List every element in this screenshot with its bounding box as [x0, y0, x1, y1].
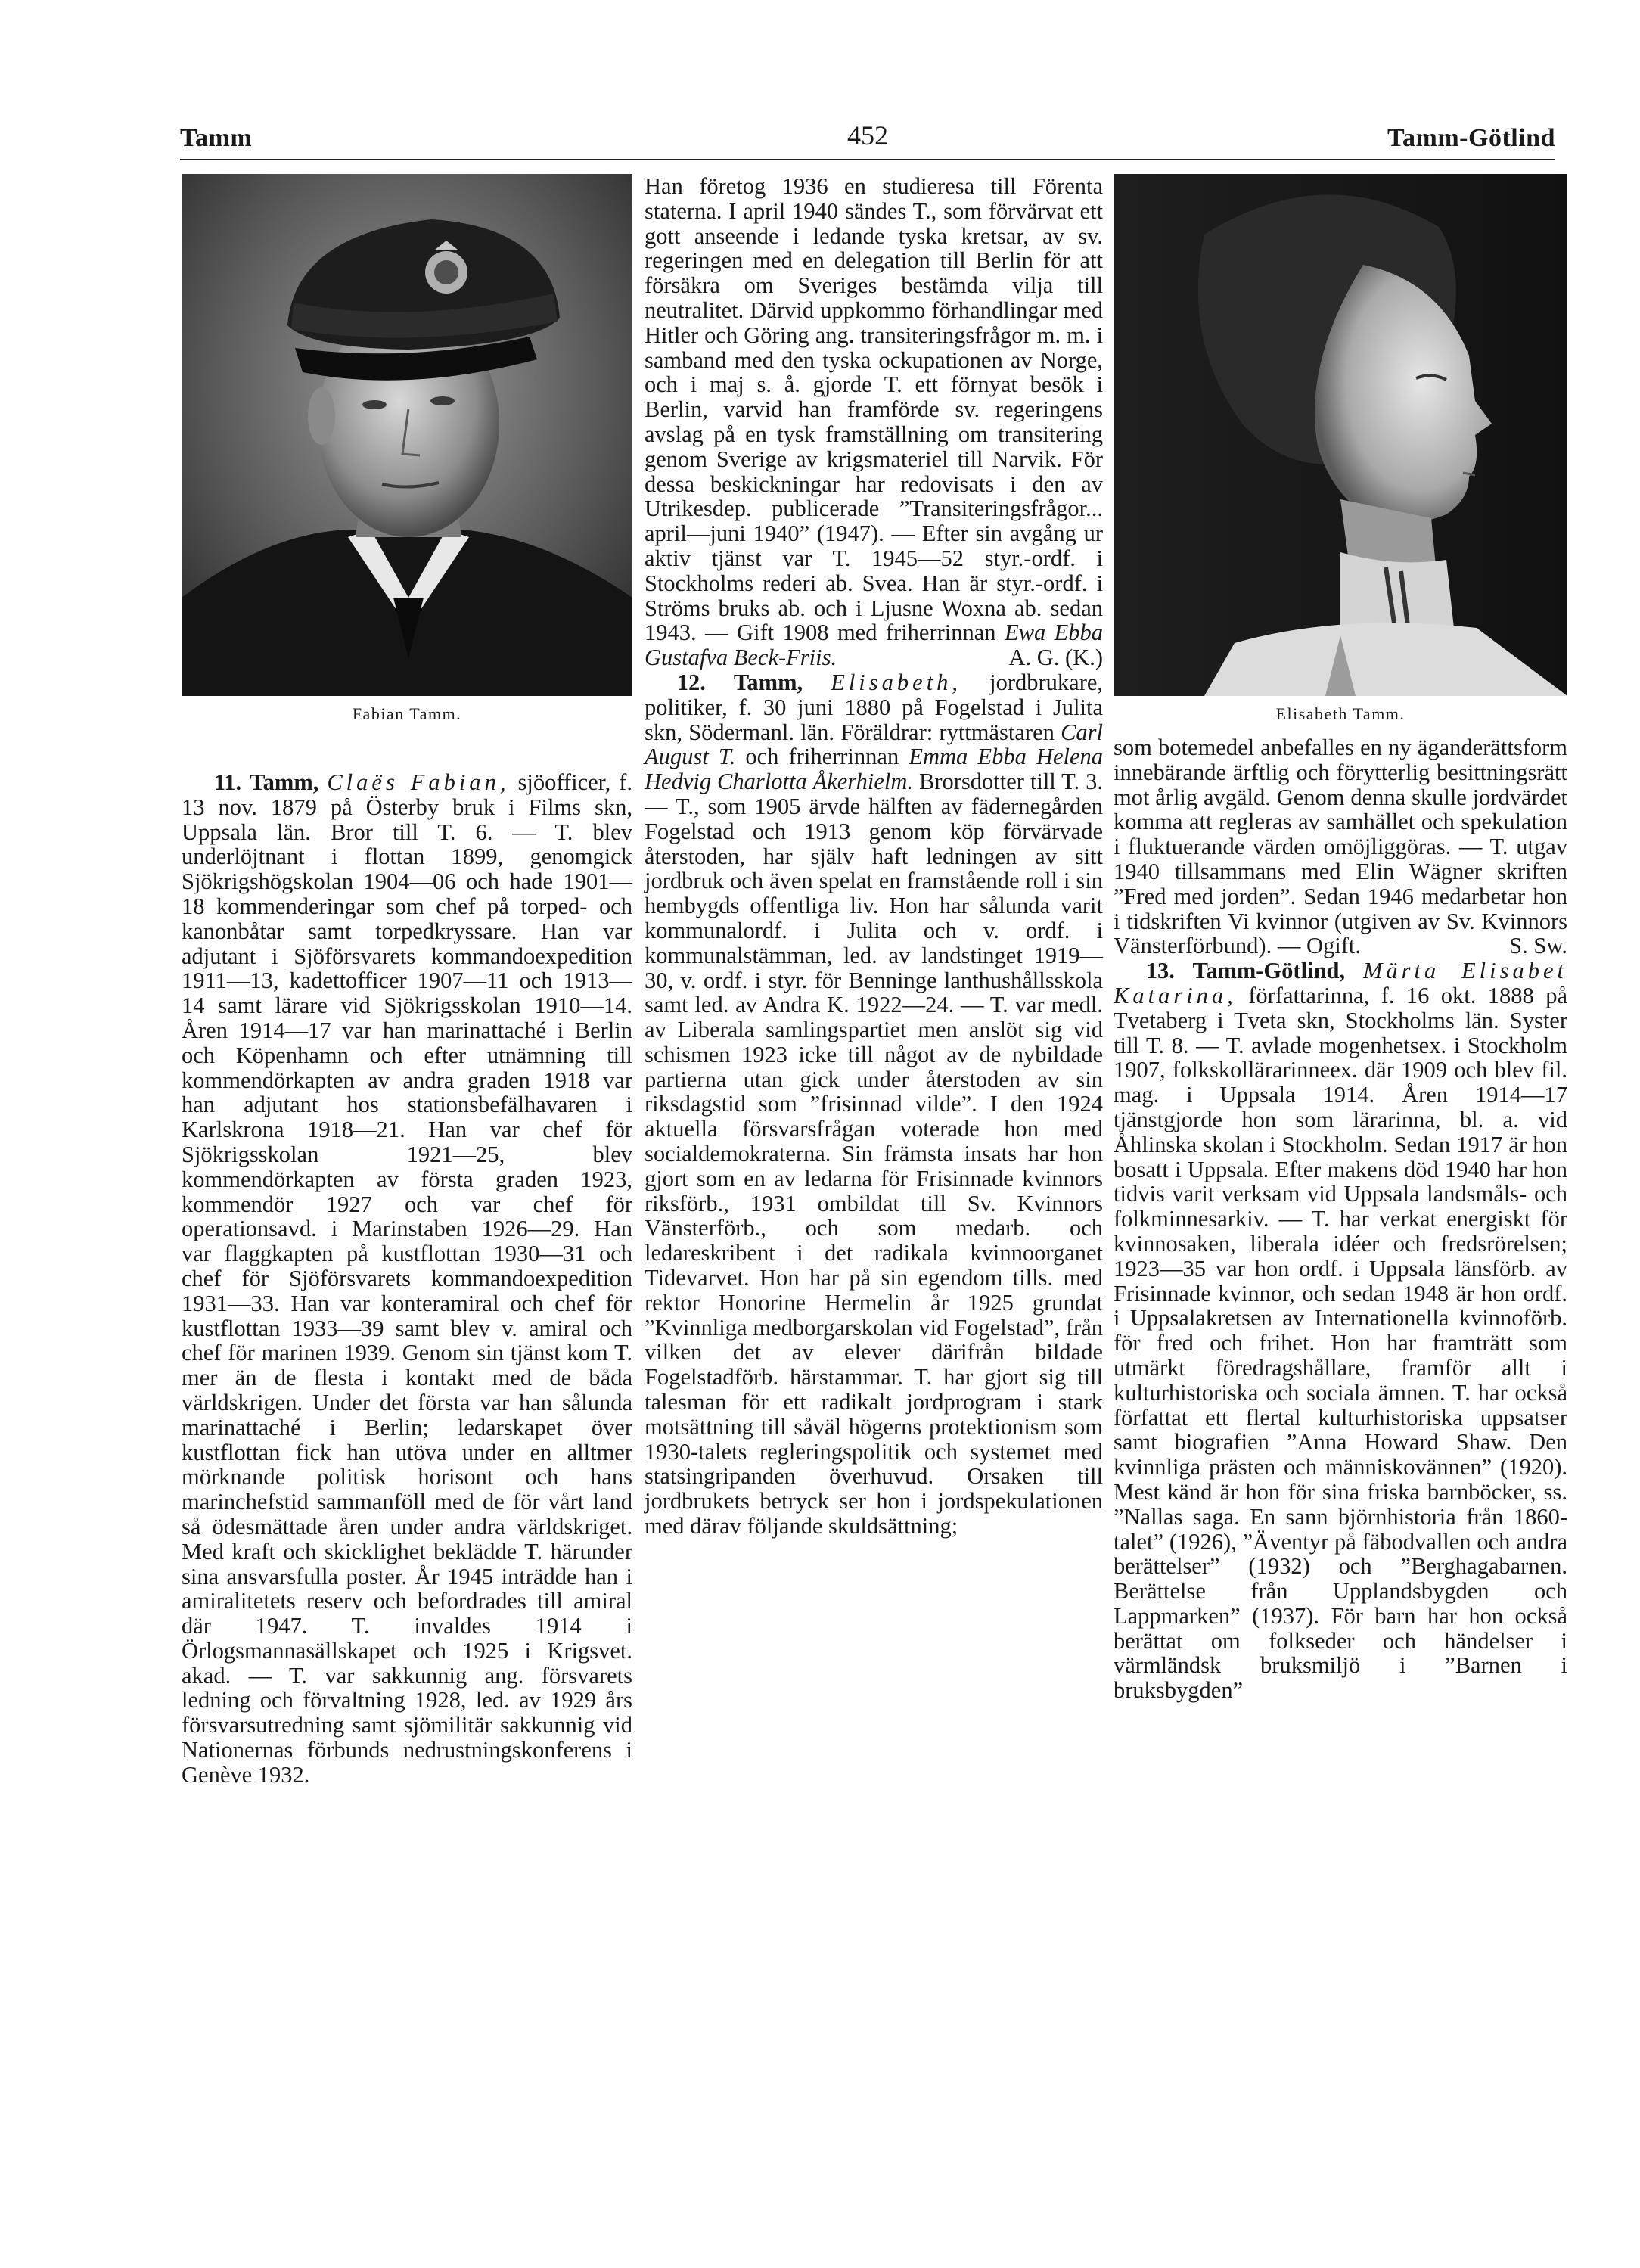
entry-13-number: 13. — [1145, 958, 1175, 984]
running-head — [180, 106, 1555, 160]
entry-11-number: 11. — [213, 769, 242, 795]
column-middle — [645, 174, 1103, 1539]
entry-11-name: Tamm, — [250, 769, 319, 795]
portrait-fabian-tamm — [182, 174, 632, 696]
entry-13-given-name: Märta Elisabet Katarina, — [1114, 958, 1568, 1008]
column-right — [1114, 174, 1567, 1703]
running-head-right: Tamm-Götlind — [1387, 124, 1555, 152]
entry-12-mid: och friherrinnan — [745, 744, 899, 770]
entry-12-number: 12. — [676, 669, 706, 695]
page-number: 452 — [847, 120, 888, 151]
entry-11-signature: A. G. (K.) — [1008, 645, 1103, 671]
entry-12-father: Carl August T. — [645, 719, 1103, 770]
caption-elisabeth-tamm: Elisabeth Tamm. — [1275, 704, 1405, 723]
entry-12-continuation: som botemedel anbefalles en ny äganderättsform innebärande ärftlig och förytterlig besittningsrätt mot årlig avgäld. Genom denna skulle jordvärdet komma att regleras av samhället och spekulation i fluktuerande värden omöjliggöras. — T. utgav 1940 tillsammans med Elin Wägner skriften ”Fred med jorden”. Sedan 1946 medarbetar hon i tidskriften Vi kvinnor (utgiven av Sv. Kvinnors Vänsterförbund). — Ogift. — [1114, 735, 1567, 959]
entry-11 — [182, 770, 632, 1788]
entry-12 — [645, 670, 1103, 1539]
entry-12-continued — [1114, 735, 1567, 958]
entry-13 — [1114, 958, 1567, 1703]
entry-11-text: sjöofficer, f. 13 nov. 1879 på Österby bruk i Films skn, Uppsala län. Bror till T. 6. — T. blev underlöjtnant i flottan 1899, genomgick Sjökrigshögskolan 1904—06 och hade 1901—18 kommenderingar som chef på torped- och kanonbåtar samt torpedkryssare. Han var adjutant i Sjöförsvarets kommandoexpedition 1911—13, kadettofficer 1907—11 och 1913—14 samt lärare vid Sjökrigsskolan 1910—14. Åren 1914—17 var han marinattaché i Berlin och Köpenhamn och efter utnämning till kommendörkapten av andra graden 1918 var han adjutant hos stationsbefälhavaren i Karlskrona 1918—21. Han var chef för Sjökrigsskolan 1921—25, blev kommendörkapten av första graden 1923, kommendör 1927 och var chef för operationsavd. i Marinstaben 1926—29. Han var flaggkapten på kustflottan 1930—31 och chef för Sjöförsvarets kommandoexpedition 1931—33. Han var konteramiral och chef för kustflottan 1933—39 samt blev v. amiral och chef för marinen 1939. Genom sin tjänst kom T. mer än de flesta i kontakt med de båda världskrigen. Under det första var han sålunda marinattaché i Berlin; ledarskapet över kustflottan fick han utöva under en alltmer mörknande politisk horisont och hans marinchefstid sammanföll med de för vårt land så ödesmättade åren under andra världskriget. Med kraft och skicklighet beklädde T. härunder sina ansvarsfulla poster. År 1945 inträdde han i amiralitetets reserv och befordrades till amiral där 1947. T. invaldes 1914 i Örlogsmannasällskapet och 1925 i Krigsvet. akad. — T. var sakkunnig ang. försvarets ledning och förvaltning 1928, led. av 1929 års försvarsutredning samt sjömilitär sakkunnig vid Nationernas förbunds nedrustningskonferens i Genève 1932. — [182, 769, 632, 1788]
entry-11-continuation: Han företog 1936 en studieresa till Förenta staterna. I april 1940 sändes T., som förvärvat ett gott anseende i ledande tyska kretsar, av sv. regeringen med en delegation till Berlin för att försäkra om Sveriges bestämda vilja till neutralitet. Därvid uppkommo förhandlingar med Hitler och Göring ang. transiteringsfrågor m. m. i samband med den tyska ockupationen av Norge, och i maj s. å. gjorde T. ett förnyat besök i Berlin, varvid han framförde sv. regeringens avslag på en tysk framställning om transitering genom Sverige av krigsmateriel till Narvik. För dessa beskickningar har redovisats i den av Utrikesdep. publicerade ”Transiteringsfrågor... april—juni 1940” (1947). — Efter sin avgång ur aktiv tjänst var T. 1945—52 styr.-ordf. i Stockholms rederi ab. Svea. Han är styr.-ordf. i Ströms bruks ab. och i Ljusne Woxna ab. sedan 1943. — Gift 1908 med friherrinnan — [645, 173, 1103, 646]
entry-12-text: Brorsdotter till T. 3. — T., som 1905 ärvde hälften av fädernegården Fogelstad och 1913 genom köp förvärvade återstoden, har själv haft ledningen av sitt jordbruk och även spelat en framstående roll i sin hembygds offentliga liv. Hon har sålunda varit kommunalordf. i Julita och v. ordf. i kommunalstämman, led. av landstinget 1919—30, v. ordf. i styr. för Benninge lanthushållsskola samt led. av Andra K. 1922—24. — T. var medl. av Liberala samlingspartiet men anslöt sig vid schismen 1923 icke till något av de nybildade partierna utan gick under återstoden av sin riksdagstid som ”frisinnad vilde”. I den 1924 aktuella försvarsfrågan voterade hon med socialdemokraterna. Sin främsta insats har hon gjort som en av ledarna för Frisinnade kvinnors riksförb., 1931 ombildat till Sv. Kvinnors Vänsterförb., och som medarb. och ledareskribent i det radikala kvinnoorganet Tidevarvet. Hon har på sin egendom tills. med rektor Honorine Hermelin år 1925 grundat ”Kvinnliga medborgarskolan vid Fogelstad”, från vilken det av elever därifrån bildade Fogelstadförb. härstammar. T. har gjort sig till talesman för ett radikalt jordprogram i stark motsättning till såväl högerns protektionism som 1930-talets regleringspolitik och systemet med statsingripanden överhuvud. Orsaken till jordbrukets betryck ser hon i jordspekulationen med därav följande skuldsättning; — [645, 769, 1103, 1539]
entry-12-signature: S. Sw. — [1509, 933, 1567, 959]
running-head-left: Tamm — [180, 124, 253, 152]
entry-13-name: Tamm-Götlind, — [1192, 958, 1346, 984]
entry-11-continued — [645, 174, 1103, 670]
entry-11-wife: Ewa Ebba Gustafva Beck-Friis. — [645, 620, 1104, 671]
entry-12-mother: Emma Ebba Helena Hedvig Charlotta Åkerhielm. — [645, 744, 1104, 795]
caption-fabian-tamm: Fabian Tamm. — [352, 704, 462, 723]
entry-12-given-name: Elisabeth, — [831, 669, 962, 695]
entry-12-name: Tamm, — [733, 669, 803, 695]
entry-11-given-name: Claës Fabian, — [327, 769, 510, 795]
entry-12-intro: jordbrukare, politiker, f. 30 juni 1880 på Fogelstad i Julita skn, Södermanl. län. Föräldrar: ryttmästaren — [645, 669, 1104, 745]
portrait-elisabeth-tamm — [1114, 174, 1567, 696]
column-left — [182, 174, 632, 1788]
entry-13-text: författarinna, f. 16 okt. 1888 på Tvetaberg i Tveta skn, Stockholms län. Syster till T. 8. — T. avlade mogenhetsex. i Stockholm 1907, folkskollärarinneex. där 1909 och blev fil. mag. i Uppsala 1914. Åren 1914—17 tjänstgjorde hon som lärarinna, bl. a. vid Åhlinska skolan i Stockholm. Sedan 1917 är hon bosatt i Uppsala. Efter makens död 1940 har hon tidvis varit verksam vid Uppsala landsmåls- och folkminnesarkiv. — T. har verkat energiskt för kvinnosaken, liberala idéer och fredsrörelsen; 1923—35 var hon ordf. i Uppsala länsförb. av Frisinnade kvinnor, och sedan 1948 är hon ordf. i Uppsalakretsen av Internationella kvinnoförb. för fred och frihet. Hon har framträtt som utmärkt föredragshållare, framför allt i kulturhistoriska och sociala ämnen. T. har också författat ett flertal kulturhistoriska uppsatser samt biografien ”Anna Howard Shaw. Den kvinnliga prästen och människovännen” (1920). Mest känd är hon för sina friska barnböcker, ss. ”Nallas saga. En sann björnhistoria från 1860-talet” (1926), ”Äventyr på fäbodvallen och andra berättelser” (1932) och ”Berghagabarnen. Berättelse från Upplandsbygden och Lappmarken” (1937). För barn har hon också berättat om folkseder och händelser i värmländsk bruksmiljö i ”Barnen i bruksbygden” — [1114, 982, 1567, 1704]
